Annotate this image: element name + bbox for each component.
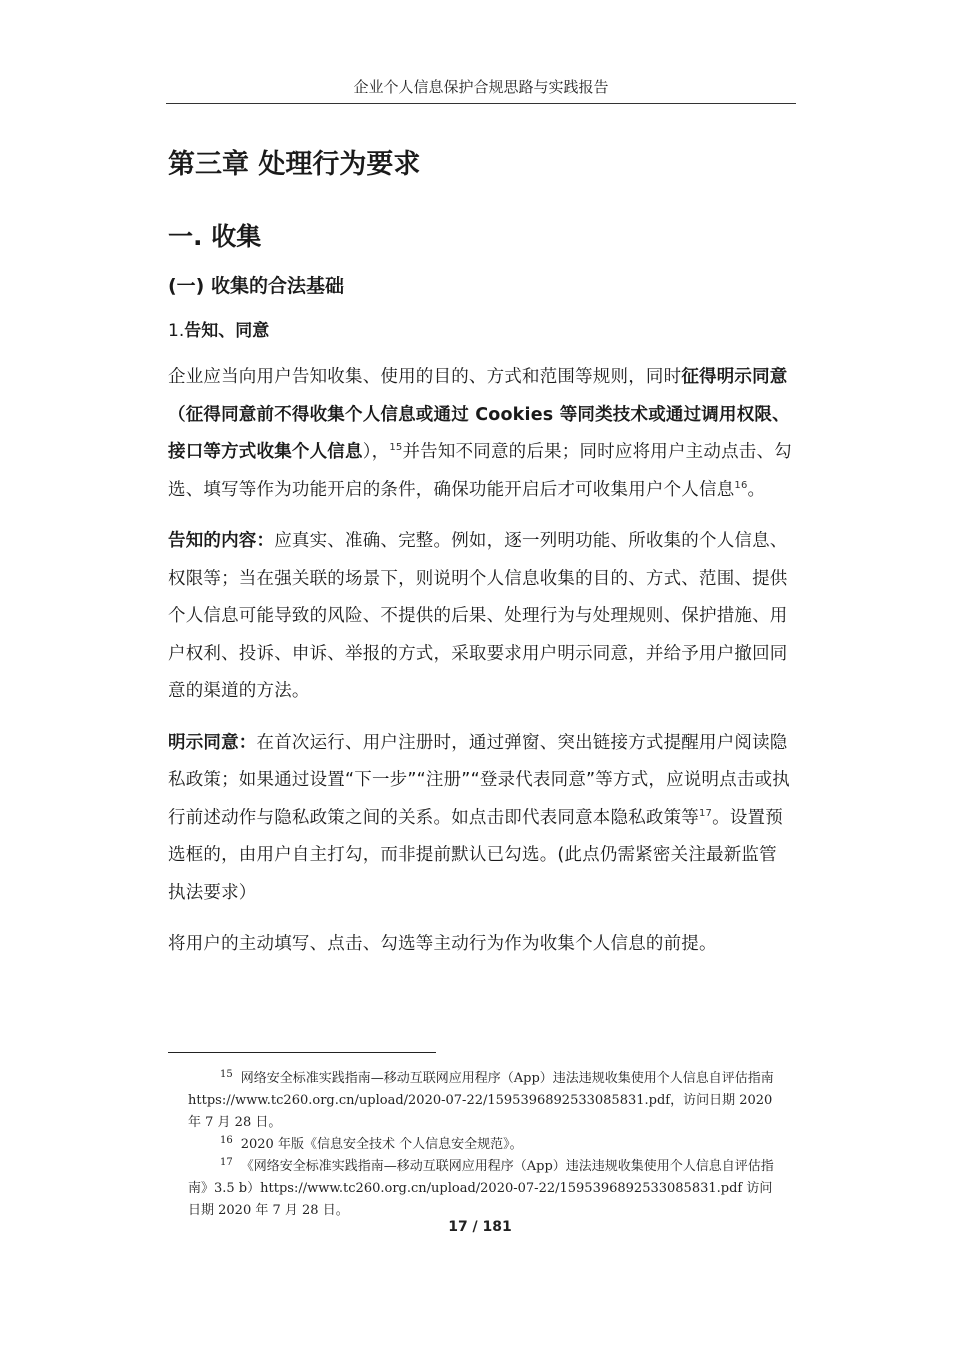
subsubsection-number: 1. bbox=[168, 321, 185, 341]
para1-text-3: 并告知不同意的后果；同时应将用户主动点击、勾选、填写等作为功能开启的条件，确保功能开启后才可收集用户个人信息 bbox=[168, 442, 792, 500]
footnote-number: 16 bbox=[220, 1134, 233, 1146]
footnote-divider bbox=[168, 1052, 436, 1053]
footnote-17 bbox=[188, 1156, 778, 1222]
para1-text-2: ）， bbox=[362, 442, 390, 462]
page-number: 17 / 181 bbox=[448, 1219, 512, 1235]
paragraph-notice-content bbox=[168, 523, 794, 711]
para3-text-2: 。设置预选框的，由用户自主打勾，而非提前默认已勾选。(此点仍需紧密关注最新监管执法要求） bbox=[168, 807, 783, 903]
chapter-title: 第三章 处理行为要求 bbox=[168, 149, 421, 180]
footnote-ref-17[interactable]: 17 bbox=[699, 807, 713, 819]
running-header: 企业个人信息保护合规思路与实践报告 bbox=[166, 76, 796, 104]
footnote-number: 15 bbox=[220, 1068, 233, 1080]
para1-text-4: 。 bbox=[747, 479, 766, 500]
footnote-text: 2020 年版《信息安全技术 个人信息安全规范》。 bbox=[240, 1137, 523, 1152]
footnote-text: 《网络安全标准实践指南—移动互联网应用程序（App）违法违规收集使用个人信息自评估指南》3.5 b）https://www.tc260.org.cn/upload/2020-07-22/1595396892533085831.pdf 访问日期 2020 年 7 月 28 日。 bbox=[188, 1159, 774, 1218]
para3-text-1: 在首次运行、用户注册时，通过弹窗、突出链接方式提醒用户阅读隐私政策；如果通过设置“下一步”“注册”“登录代表同意”等方式，应说明点击或执行前述动作与隐私政策之间的关系。如点击即代表同意本隐私政策等 bbox=[168, 732, 790, 828]
footnote-number: 17 bbox=[220, 1156, 233, 1168]
footnote-ref-16[interactable]: 16 bbox=[734, 479, 748, 491]
footnote-15 bbox=[188, 1068, 778, 1134]
paragraph-active-behavior: 将用户的主动填写、点击、勾选等主动行为作为收集个人信息的前提。 bbox=[168, 934, 717, 954]
section-title: 一. 收集 bbox=[168, 222, 262, 251]
para1-bold: 征得明示同意（征得同意前不得收集个人信息或通过 Cookies 等同类技术或通过调用权限、接口等方式收集个人信息 bbox=[168, 367, 790, 462]
para1-text-1: 企业应当向用户告知收集、使用的目的、方式和范围等规则，同时 bbox=[168, 367, 682, 387]
page-body bbox=[168, 140, 794, 964]
para2-text: 应真实、准确、完整。例如，逐一列明功能、所收集的个人信息、权限等；当在强关联的场景下，则说明个人信息收集的目的、方式、范围、提供个人信息可能导致的风险、不提供的后果、处理行为与处理规则、保护措施、用户权利、投诉、申诉、举报的方式，采取要求用户明示同意，并给予用户撤回同意的渠道的方法。 bbox=[168, 531, 788, 701]
para2-label: 告知的内容： bbox=[168, 531, 275, 551]
paragraph-explicit-consent bbox=[168, 725, 794, 913]
subsubsection-title bbox=[168, 317, 794, 345]
footnote-ref-15[interactable]: 15 bbox=[389, 442, 403, 454]
subsection-title: (一) 收集的合法基础 bbox=[168, 275, 344, 297]
subsubsection-label: 告知、同意 bbox=[184, 321, 270, 341]
paragraph-consent bbox=[168, 359, 794, 509]
para3-label: 明示同意： bbox=[168, 732, 257, 753]
footnotes bbox=[188, 1068, 778, 1222]
footnote-16 bbox=[188, 1134, 778, 1156]
footnote-text: 网络安全标准实践指南—移动互联网应用程序（App）违法违规收集使用个人信息自评估指南 https://www.tc260.org.cn/upload/2020-07-22/1595396892533085831.pdf，访问日期 2020 年 7 月 28 日。 bbox=[188, 1071, 774, 1130]
